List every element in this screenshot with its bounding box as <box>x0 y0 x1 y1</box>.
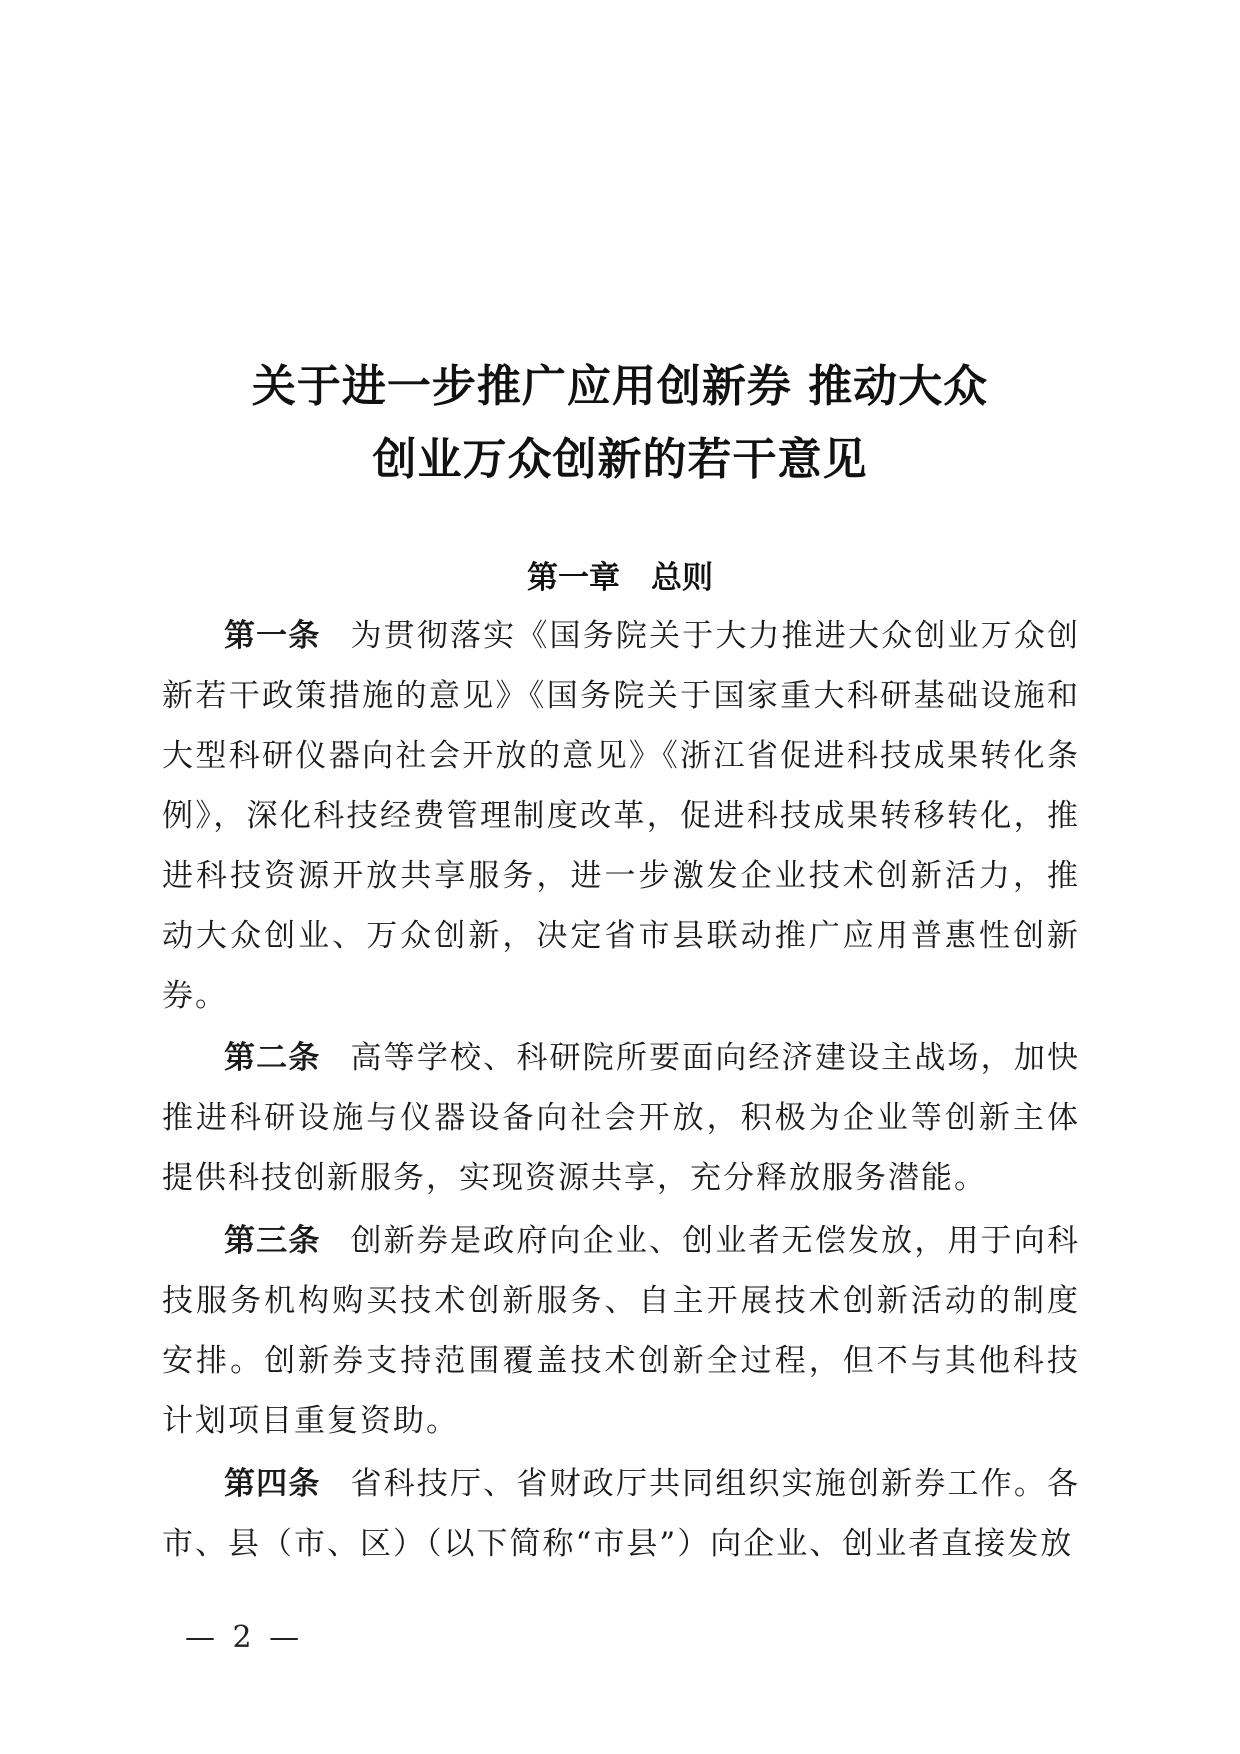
article-3-label: 第三条 <box>224 1223 321 1259</box>
article-1 <box>162 606 1080 1026</box>
article-2-label: 第二条 <box>224 1040 321 1076</box>
article-1-text: 为贯彻落实《国务院关于大力推进大众创业万众创新若干政策措施的意见》《国务院关于国家重大科研基础设施和大型科研仪器向社会开放的意见》《浙江省促进科技成果转化条例》，深化科技经费管理制度改革，促进科技成果转移转化，推进科技资源开放共享服务，进一步激发企业技术创新活力，推动大众创业、万众创新，决定省市县联动推广应用普惠性创新券。 <box>162 618 1080 1014</box>
article-3-text: 创新券是政府向企业、创业者无偿发放，用于向科技服务机构购买技术创新服务、自主开展技术创新活动的制度安排。创新券支持范围覆盖技术创新全过程，但不与其他科技计划项目重复资助。 <box>162 1223 1080 1439</box>
document-title-line-1: 关于进一步推广应用创新券 推动大众 <box>251 361 989 412</box>
article-4-text: 省科技厅、省财政厅共同组织实施创新券工作。各市、县（市、区）（以下简称“市县”）向企业、创业者直接发放 <box>162 1466 1080 1562</box>
article-2 <box>162 1028 1080 1208</box>
article-4-label: 第四条 <box>224 1466 321 1502</box>
chapter-heading: 第一章 总则 <box>527 560 713 596</box>
article-1-label: 第一条 <box>224 618 321 654</box>
article-2-text: 高等学校、科研院所要面向经济建设主战场，加快推进科研设施与仪器设备向社会开放，积极为企业等创新主体提供科技创新服务，实现资源共享，充分释放服务潜能。 <box>162 1040 1080 1196</box>
page-number: — 2 — <box>185 1620 304 1655</box>
article-4 <box>162 1454 1080 1574</box>
document-title-line-2: 创业万众创新的若干意见 <box>372 434 868 485</box>
document-body <box>162 606 1080 1574</box>
article-3 <box>162 1211 1080 1451</box>
